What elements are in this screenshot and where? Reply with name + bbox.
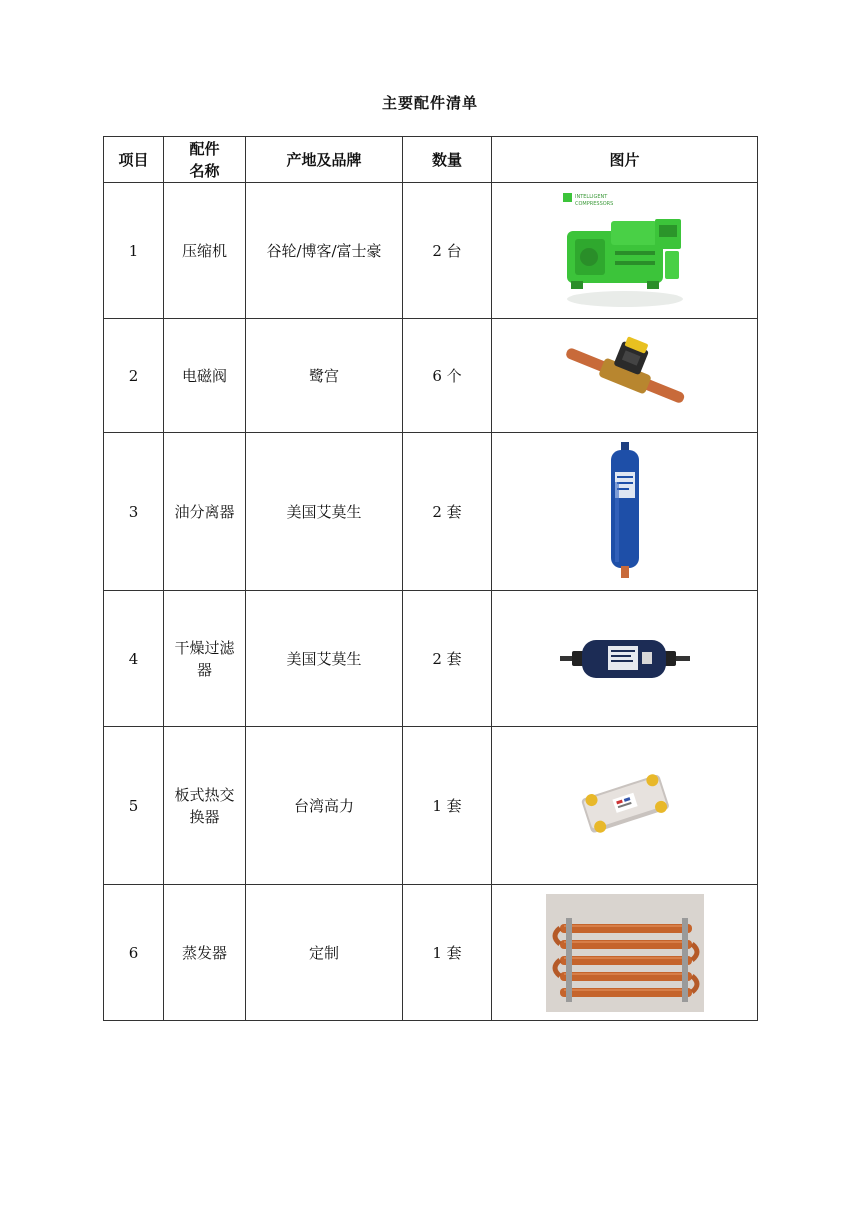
table-row (104, 885, 758, 1021)
parts-table (103, 136, 758, 1021)
row-picture (492, 591, 758, 727)
row-origin: 台湾高力 (246, 727, 403, 885)
row-item: 3 (104, 433, 164, 591)
header-name-line2: 名称 (189, 161, 220, 180)
compressor-logo-line2: COMPRESSORS (574, 200, 613, 207)
row-item: 4 (104, 591, 164, 727)
row-name-line1: 干燥过滤 (174, 638, 235, 657)
table-row (104, 727, 758, 885)
row-quantity: 2 套 (403, 433, 492, 591)
row-quantity: 1 套 (403, 727, 492, 885)
row-quantity: 2 台 (403, 183, 492, 319)
header-picture: 图片 (492, 137, 758, 183)
header-name-line1: 配件 (189, 139, 220, 158)
table-row (104, 319, 758, 433)
table-header-row (104, 137, 758, 183)
row-quantity: 6 个 (403, 319, 492, 433)
header-item: 项目 (104, 137, 164, 183)
row-name-line1: 板式热交 (174, 785, 235, 804)
row-name-line1: 压缩机 (181, 241, 227, 260)
row-name-line1: 油分离器 (174, 502, 235, 521)
row-origin: 谷轮/博客/富士豪 (246, 183, 403, 319)
row-picture (492, 727, 758, 885)
evaporator-image (546, 894, 704, 1012)
row-item: 1 (104, 183, 164, 319)
row-quantity: 1 套 (403, 885, 492, 1021)
row-picture (492, 319, 758, 433)
row-name-line1: 蒸发器 (181, 943, 227, 962)
row-name (164, 591, 246, 727)
row-item: 2 (104, 319, 164, 433)
header-name (164, 137, 246, 183)
row-picture (492, 885, 758, 1021)
compressor-image (555, 191, 695, 311)
row-name (164, 183, 246, 319)
row-origin: 美国艾莫生 (246, 433, 403, 591)
row-name (164, 319, 246, 433)
row-item: 6 (104, 885, 164, 1021)
row-name-line2: 器 (196, 660, 212, 679)
table-row (104, 183, 758, 319)
compressor-logo-line1: INTELLIGENT (574, 193, 607, 200)
solenoid-valve-image (560, 336, 690, 416)
filter-drier-image (560, 634, 690, 684)
row-name-line2: 换器 (189, 807, 220, 826)
row-name (164, 727, 246, 885)
header-origin: 产地及品牌 (246, 137, 403, 183)
oil-separator-image (605, 442, 645, 582)
row-item: 5 (104, 727, 164, 885)
row-origin: 鹭宫 (246, 319, 403, 433)
row-origin: 美国艾莫生 (246, 591, 403, 727)
row-name-line1: 电磁阀 (181, 366, 227, 385)
header-quantity: 数量 (403, 137, 492, 183)
table-row (104, 433, 758, 591)
table-row (104, 591, 758, 727)
row-picture (492, 433, 758, 591)
row-quantity: 2 套 (403, 591, 492, 727)
row-name (164, 885, 246, 1021)
plate-heat-exchanger-image (575, 766, 675, 846)
row-name (164, 433, 246, 591)
row-origin: 定制 (246, 885, 403, 1021)
page-title: 主要配件清单 (381, 94, 478, 112)
row-picture (492, 183, 758, 319)
